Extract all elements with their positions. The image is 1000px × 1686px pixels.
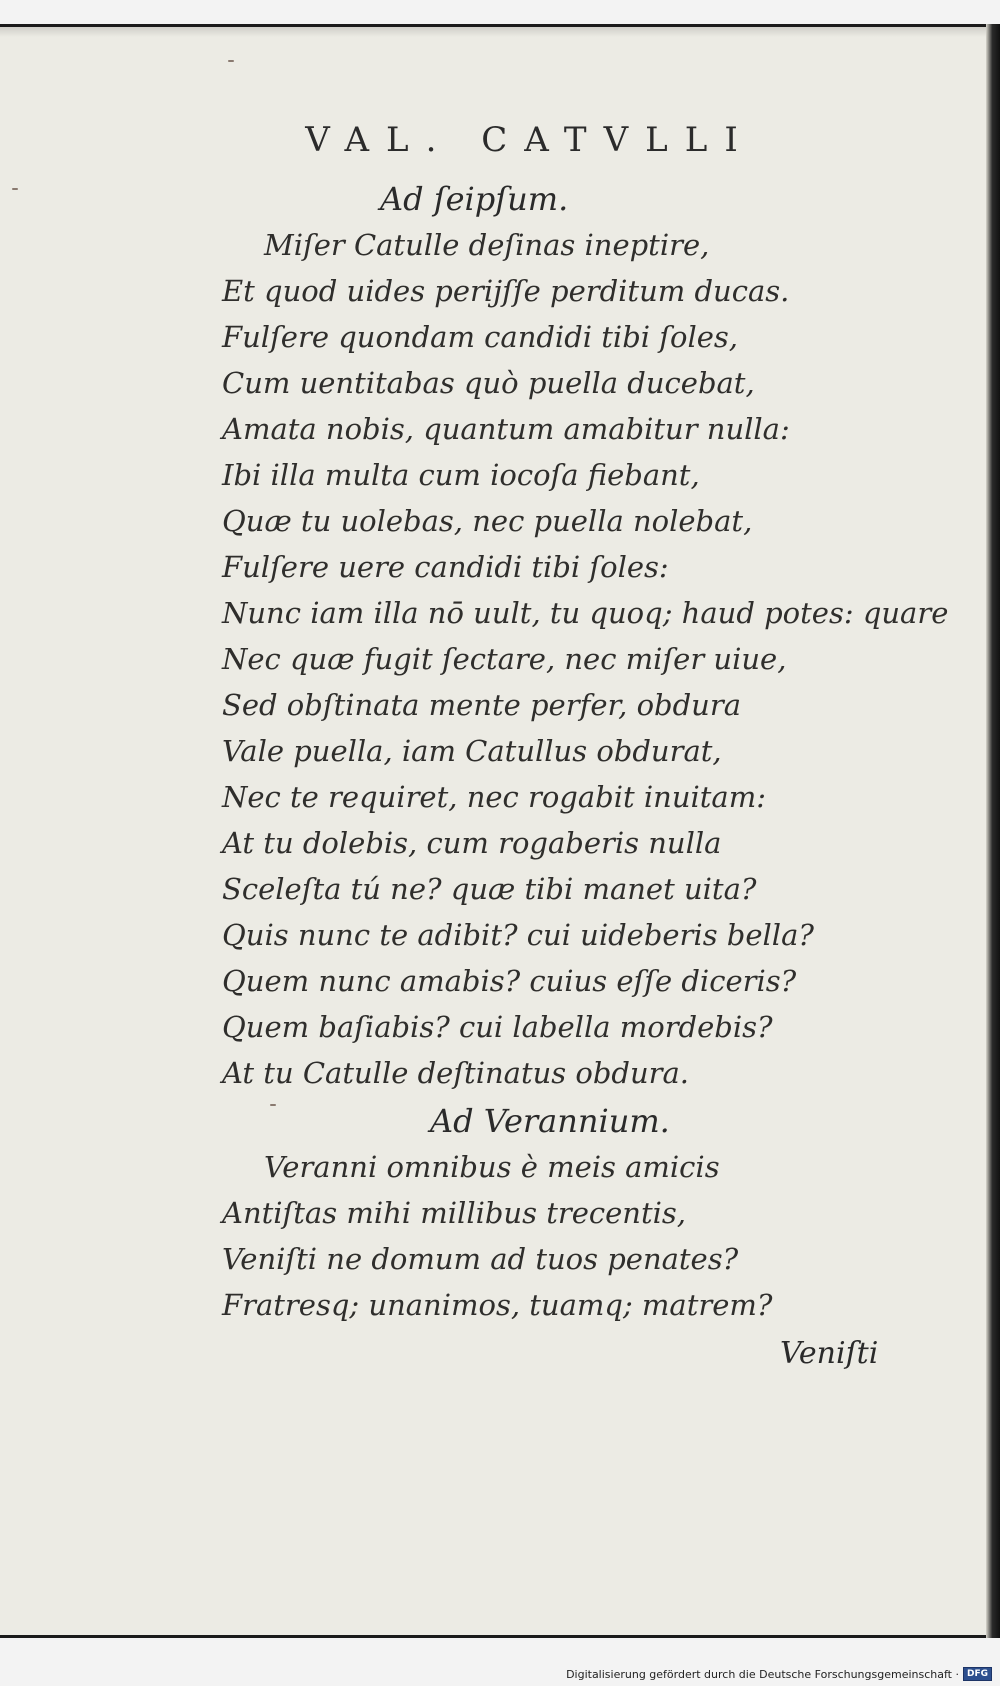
verse-line: At tu Catulle deſtinatus obdura. bbox=[222, 1056, 690, 1090]
page-speck bbox=[12, 188, 18, 190]
dfg-logo[interactable]: DFG bbox=[963, 1667, 992, 1681]
page-shadow bbox=[0, 27, 986, 37]
verse-line: At tu dolebis, cum rogaberis nulla bbox=[222, 826, 722, 860]
page-gutter-edge bbox=[986, 24, 1000, 1638]
verse-line: Quem nunc amabis? cuius eſſe diceris? bbox=[222, 964, 797, 998]
verse-line: Veniſti ne domum ad tuos penates? bbox=[222, 1242, 739, 1276]
verse-line: Quæ tu uolebas, nec puella nolebat, bbox=[222, 504, 753, 538]
verse-line: Veranni omnibus è meis amicis bbox=[264, 1150, 720, 1184]
verse-line: Antiſtas mihi millibus trecentis, bbox=[222, 1196, 686, 1230]
verse-line: Nec te requiret, nec rogabit inuitam: bbox=[222, 780, 766, 814]
verse-line: Nunc iam illa nō uult, tu quoq; haud potes: quare bbox=[222, 596, 949, 630]
verse-line: Ibi illa multa cum iocoſa fiebant, bbox=[222, 458, 700, 492]
verse-line: Fulſere uere candidi tibi ſoles: bbox=[222, 550, 669, 584]
catchword: Veniſti bbox=[780, 1336, 879, 1371]
verse-line: Quis nunc te adibit? cui uideberis bella? bbox=[222, 918, 814, 952]
page-speck bbox=[270, 1104, 276, 1106]
poem2-title: Ad Verannium. bbox=[430, 1102, 670, 1140]
running-head: VAL. CATVLLI bbox=[305, 120, 755, 160]
verse-line: Miſer Catulle deſinas ineptire, bbox=[264, 228, 710, 262]
verse-line: Amata nobis, quantum amabitur nulla: bbox=[222, 412, 790, 446]
verse-line: Fulſere quondam candidi tibi ſoles, bbox=[222, 320, 738, 354]
verse-line: Sceleſta tú ne? quæ tibi manet uita? bbox=[222, 872, 757, 906]
footer-text: Digitalisierung gefördert durch die Deutsche Forschungsgemeinschaft · bbox=[566, 1667, 959, 1681]
poem1-title: Ad ſeipſum. bbox=[380, 180, 569, 218]
verse-line: Nec quæ fugit ſectare, nec miſer uiue, bbox=[222, 642, 787, 676]
verse-line: Vale puella, iam Catullus obdurat, bbox=[222, 734, 722, 768]
page-speck bbox=[228, 60, 234, 62]
poem2-body bbox=[222, 1150, 922, 1340]
digitization-footer bbox=[566, 1667, 992, 1681]
verse-line: Quem baſiabis? cui labella mordebis? bbox=[222, 1010, 773, 1044]
verse-line: Sed obſtinata mente perfer, obdura bbox=[222, 688, 742, 722]
poem1-body bbox=[222, 228, 949, 1098]
verse-line: Fratresq; unanimos, tuamq; matrem? bbox=[222, 1288, 773, 1322]
verse-line: Cum uentitabas quò puella ducebat, bbox=[222, 366, 755, 400]
verse-line: Et quod uides perijſſe perditum ducas. bbox=[222, 274, 790, 308]
